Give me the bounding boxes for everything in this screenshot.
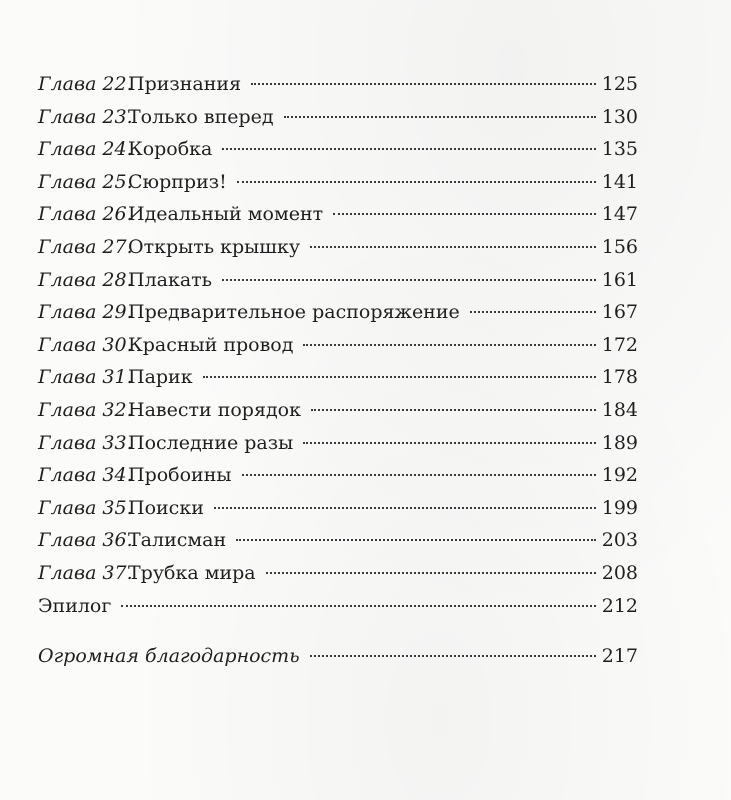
page-number: 199 <box>601 496 638 519</box>
chapter-number: Глава 32. <box>38 398 133 421</box>
toc-entry <box>38 166 638 199</box>
table-of-contents <box>38 68 638 673</box>
chapter-number: Глава 24. <box>38 138 133 161</box>
toc-entry <box>38 394 638 427</box>
chapter-number: Глава 25. <box>38 170 133 193</box>
page-number: 135 <box>601 138 638 161</box>
chapter-title: Коробка <box>128 138 213 161</box>
dot-leader <box>310 246 596 248</box>
chapter-title: Признания <box>128 73 242 95</box>
page-number: 161 <box>601 268 638 291</box>
page-number: 156 <box>601 235 638 258</box>
toc-entry-acknowledgements <box>38 640 638 673</box>
page-number: 178 <box>601 366 638 389</box>
toc-entry <box>38 492 638 525</box>
epilogue-title: Эпилог <box>38 594 112 617</box>
page-number: 172 <box>601 333 638 356</box>
chapter-title: Только вперед <box>128 105 274 128</box>
section-gap <box>38 622 638 640</box>
page-number: 125 <box>601 73 638 95</box>
chapter-title: Красный провод <box>128 333 294 356</box>
dot-leader <box>222 148 595 150</box>
acknowledgements-title: Огромная благодарность <box>38 645 300 668</box>
chapter-title: Идеальный момент <box>128 203 324 226</box>
toc-entry <box>38 133 638 166</box>
chapter-number: Глава 22. <box>38 73 133 95</box>
chapter-number: Глава 28. <box>38 268 133 291</box>
chapter-number: Глава 26. <box>38 203 133 226</box>
page-number: 141 <box>601 170 638 193</box>
chapter-title: Поиски <box>128 496 204 519</box>
page-number: 189 <box>601 431 638 454</box>
page-number: 212 <box>601 594 638 617</box>
dot-leader <box>236 539 596 541</box>
chapter-number: Глава 29. <box>38 301 133 324</box>
chapter-number: Глава 36. <box>38 529 133 552</box>
dot-leader <box>470 311 596 313</box>
toc-entry <box>38 264 638 297</box>
chapter-number: Глава 23. <box>38 105 133 128</box>
chapter-number: Глава 30. <box>38 333 133 356</box>
chapter-title: Парик <box>128 366 193 389</box>
dot-leader <box>303 442 595 444</box>
chapter-number: Глава 35. <box>38 496 133 519</box>
toc-entry <box>38 231 638 264</box>
dot-leader <box>311 409 596 411</box>
page-number: 203 <box>601 529 638 552</box>
dot-leader <box>251 83 596 85</box>
chapter-title: Трубка мира <box>128 561 256 584</box>
toc-entry <box>38 361 638 394</box>
dot-leader <box>222 279 596 281</box>
chapter-title: Плакать <box>128 268 213 291</box>
toc-entry-epilogue <box>38 590 638 623</box>
page-number: 167 <box>601 301 638 324</box>
dot-leader <box>310 655 596 657</box>
chapter-number: Глава 37. <box>38 561 133 584</box>
toc-entry <box>38 198 638 231</box>
chapter-title: Талисман <box>128 529 227 552</box>
dot-leader <box>266 572 596 574</box>
toc-entry <box>38 427 638 460</box>
chapter-title: Пробоины <box>128 464 232 487</box>
toc-entry <box>38 296 638 329</box>
page-number: 217 <box>601 645 638 668</box>
chapter-title: Открыть крышку <box>128 235 301 258</box>
dot-leader <box>237 181 596 183</box>
chapter-number: Глава 27. <box>38 235 133 258</box>
chapter-number: Глава 31. <box>38 366 133 389</box>
page-number: 130 <box>601 105 638 128</box>
toc-entry <box>38 101 638 134</box>
page-number: 147 <box>601 203 638 226</box>
chapter-title: Предварительное распоряжение <box>128 301 460 324</box>
dot-leader <box>303 344 595 346</box>
toc-entry <box>38 459 638 492</box>
page-number: 208 <box>601 561 638 584</box>
chapter-title: Сюрприз! <box>128 170 227 193</box>
dot-leader <box>284 116 596 118</box>
page-number: 184 <box>601 398 638 421</box>
chapter-number: Глава 33. <box>38 431 133 454</box>
chapter-title: Навести порядок <box>128 398 301 421</box>
dot-leader <box>121 605 595 607</box>
chapter-title: Последние разы <box>128 431 294 454</box>
chapter-number: Глава 34. <box>38 464 133 487</box>
dot-leader <box>203 376 596 378</box>
dot-leader <box>214 507 596 509</box>
dot-leader <box>333 213 596 215</box>
toc-entry <box>38 68 638 101</box>
page-number: 192 <box>601 464 638 487</box>
toc-entry <box>38 557 638 590</box>
dot-leader <box>242 474 596 476</box>
toc-entry <box>38 524 638 557</box>
toc-entry <box>38 329 638 362</box>
